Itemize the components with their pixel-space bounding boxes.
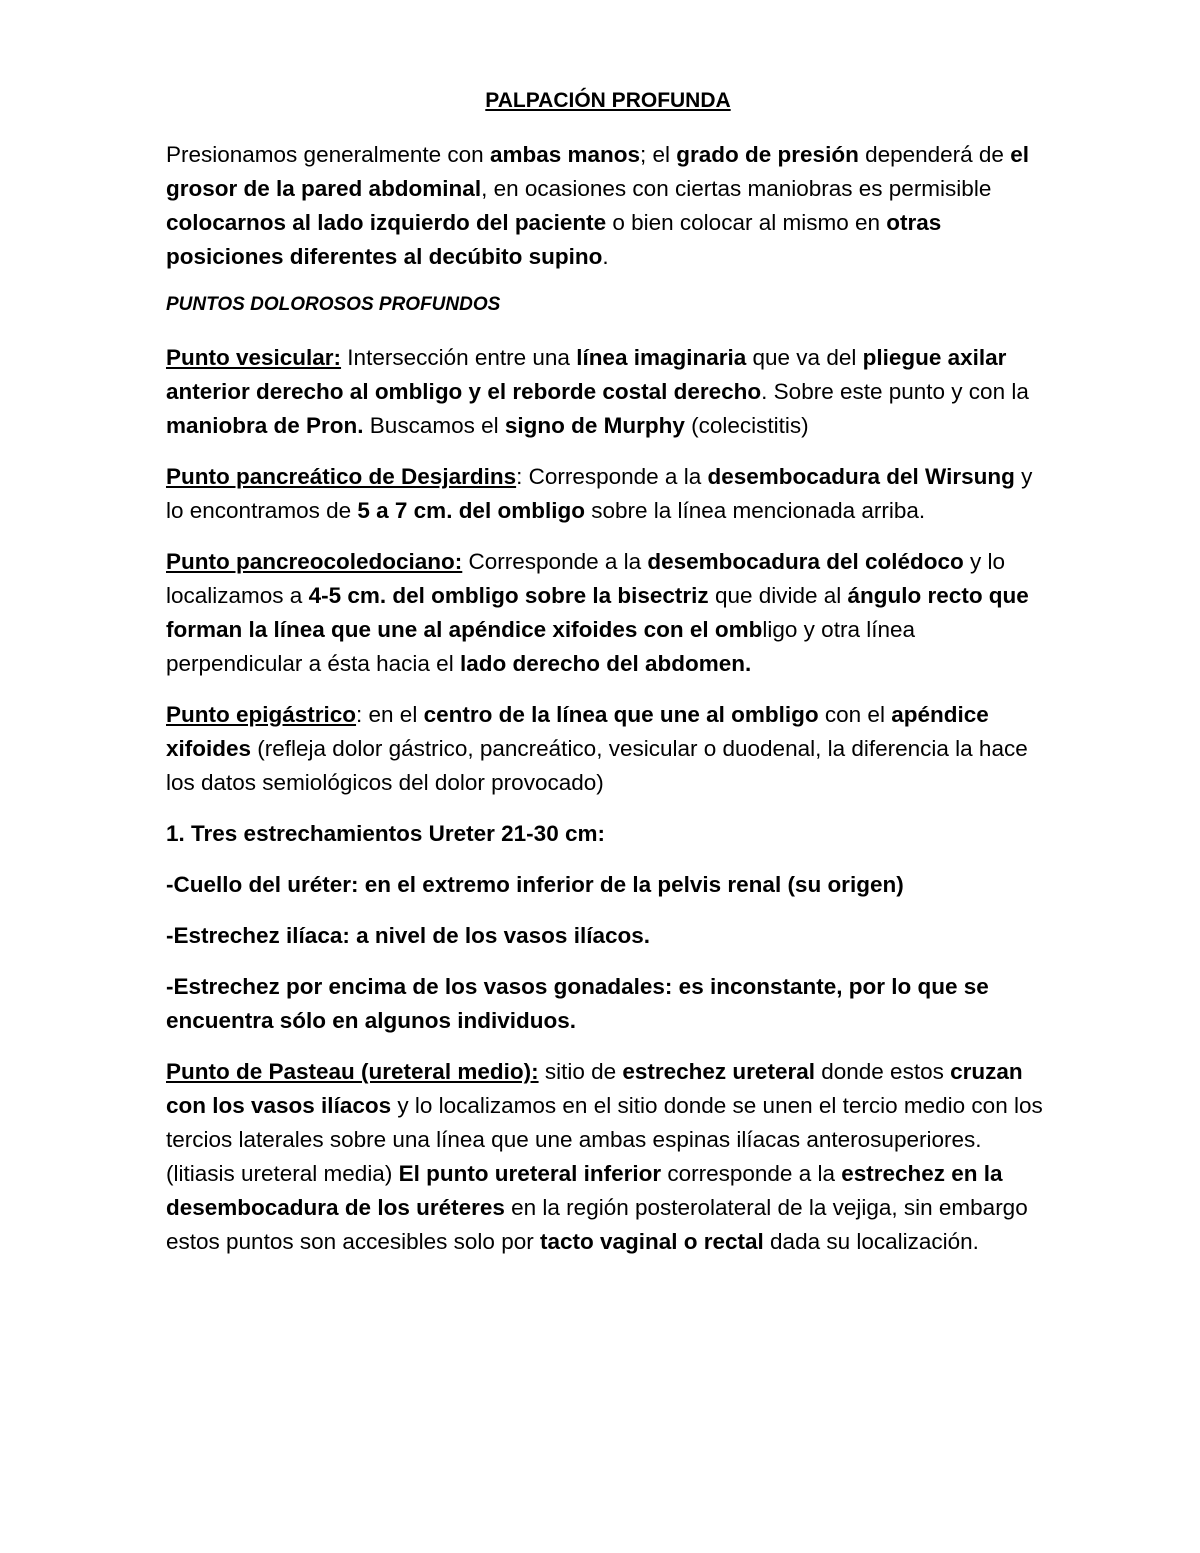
bold-term: colocarnos al lado izquierdo del paciente (166, 210, 607, 235)
heading-term: Punto pancreocoledociano: (166, 549, 463, 574)
text-run: ; el (640, 142, 677, 167)
paragraph-punto-vesicular (166, 341, 1050, 443)
text-run: y lo localizamos a (166, 549, 1005, 608)
paragraph-estrechez-gonadales (166, 970, 1050, 1038)
paragraph-punto-pancreatico (166, 460, 1050, 528)
document-title: PALPACIÓN PROFUNDA (485, 89, 731, 112)
paragraph-estrechamientos-ureter (166, 817, 1050, 851)
text-run: Presionamos generalmente con (166, 142, 490, 167)
text-run: o bien colocar al mismo en (606, 210, 887, 235)
bold-term: ángulo recto que forman la línea que une al apéndice xifoides con el omb (166, 583, 1029, 642)
heading-term: Punto pancreático de Desjardins (166, 464, 517, 489)
bold-term: -Estrechez por encima de los vasos gonadales: es inconstante, por lo que se encuentra sólo en algunos individuos. (166, 974, 989, 1033)
text-run: : en el (356, 702, 424, 727)
bold-term: el grosor de la pared abdominal (166, 142, 1029, 201)
paragraph-punto-pasteau (166, 1055, 1050, 1259)
text-run: que divide al (708, 583, 848, 608)
text-run: y lo localizamos en el sitio donde se unen el tercio medio con los tercios laterales sobre una línea que une ambas espinas ilíacas anterosuperiores. (litiasis ureteral media) (166, 1093, 1043, 1186)
text-run: y lo encontramos de (166, 464, 1033, 523)
text-run: sitio de (538, 1059, 623, 1084)
bold-term: cruzan con los vasos ilíacos (166, 1059, 1023, 1118)
text-run: dependerá de (858, 142, 1011, 167)
text-run: (colecistitis) (684, 413, 809, 438)
bold-term: desembocadura del Wirsung (707, 464, 1015, 489)
paragraph-cuello-ureter (166, 868, 1050, 902)
paragraph-punto-epigastrico (166, 698, 1050, 800)
text-run: que va del (746, 345, 863, 370)
bold-term: signo de Murphy (504, 413, 685, 438)
text-run: . (602, 244, 609, 269)
text-run: dada su localización. (763, 1229, 979, 1254)
text-run: Intersección entre una (341, 345, 577, 370)
bold-term: pliegue axilar anterior derecho al ombligo y el reborde costal derecho (166, 345, 1007, 404)
bold-term: desembocadura del colédoco (647, 549, 964, 574)
text-run: ligo y otra línea perpendicular a ésta hacia el (166, 617, 915, 676)
text-run: Buscamos el (363, 413, 505, 438)
heading-term: Punto de Pasteau (ureteral medio): (166, 1059, 539, 1084)
bold-term: lado derecho del abdomen. (459, 651, 752, 676)
heading-term: Punto vesicular: (166, 345, 342, 370)
bold-term: grado de presión (676, 142, 859, 167)
text-run: : Corresponde a la (516, 464, 708, 489)
text-run: , en ocasiones con ciertas maniobras es permisible (481, 176, 992, 201)
bold-term: otras posiciones diferentes al decúbito supino (166, 210, 942, 269)
paragraph-intro (166, 138, 1050, 274)
bold-term: El punto ureteral inferior (398, 1161, 662, 1186)
section-subtitle: PUNTOS DOLOROSOS PROFUNDOS (166, 294, 501, 315)
text-run: (refleja dolor gástrico, pancreático, vesicular o duodenal, la diferencia la hace los datos semiológicos del dolor provocado) (166, 736, 1028, 795)
text-run: corresponde a la (661, 1161, 842, 1186)
bold-term: línea imaginaria (576, 345, 747, 370)
bold-term: estrechez en la desembocadura de los uréteres (166, 1161, 1003, 1220)
bold-term: apéndice xifoides (166, 702, 989, 761)
text-run: donde estos (814, 1059, 951, 1084)
text-run: sobre la línea mencionada arriba. (584, 498, 926, 523)
bold-term: 1. Tres estrechamientos Ureter 21-30 cm: (166, 821, 605, 846)
bold-term: 4-5 cm. del ombligo sobre la bisectriz (308, 583, 709, 608)
paragraph-punto-pancreocoledociano (166, 545, 1050, 681)
bold-term: 5 a 7 cm. del ombligo (357, 498, 585, 523)
bold-term: maniobra de Pron. (166, 413, 364, 438)
bold-term: estrechez ureteral (622, 1059, 815, 1084)
bold-term: -Estrechez ilíaca: a nivel de los vasos ilíacos. (166, 923, 650, 948)
heading-term: Punto epigástrico (166, 702, 357, 727)
text-run: Corresponde a la (462, 549, 648, 574)
bold-term: ambas manos (489, 142, 640, 167)
bold-term: -Cuello del uréter: en el extremo inferior de la pelvis renal (su origen) (166, 872, 904, 897)
text-run: . Sobre este punto y con la (761, 379, 1029, 404)
bold-term: centro de la línea que une al ombligo (423, 702, 819, 727)
paragraph-estrechez-iliaca (166, 919, 1050, 953)
text-run: con el (818, 702, 892, 727)
text-run: en la región posterolateral de la vejiga, sin embargo estos puntos son accesibles solo por (166, 1195, 1028, 1254)
bold-term: tacto vaginal o rectal (539, 1229, 764, 1254)
